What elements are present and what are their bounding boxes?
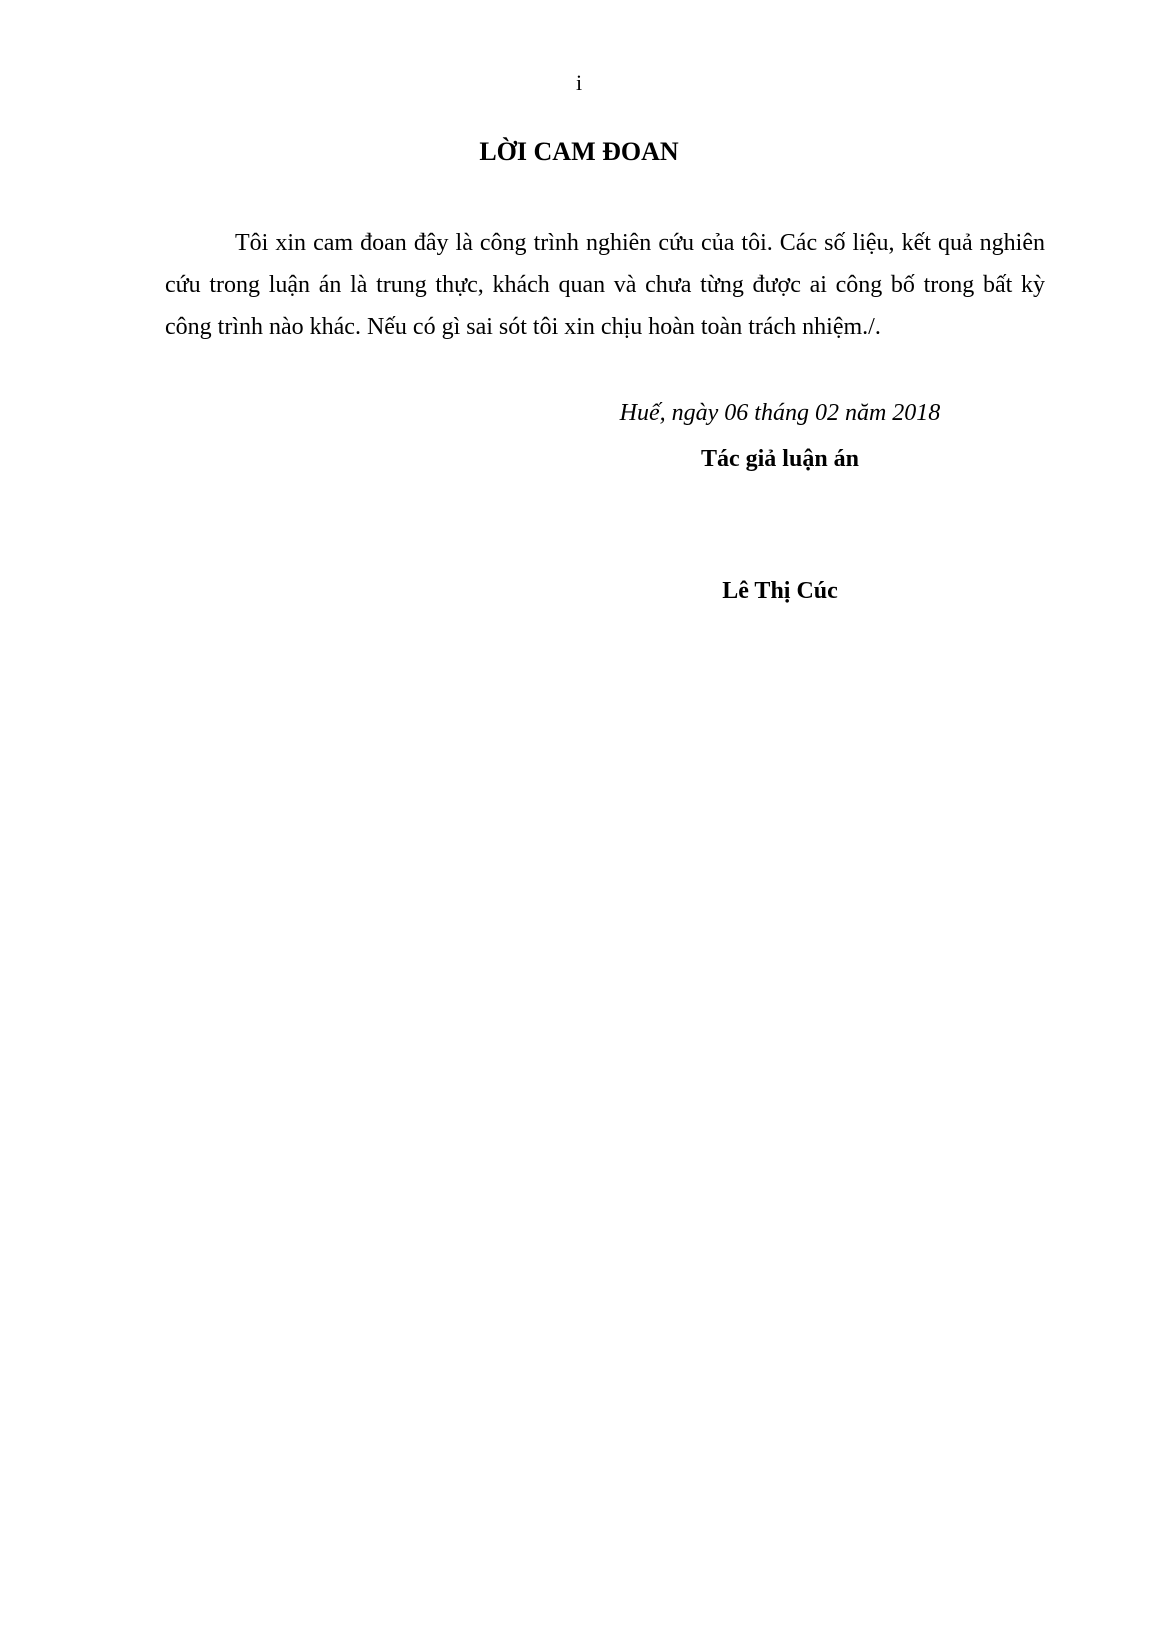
page-title: LỜI CAM ĐOAN xyxy=(479,137,679,166)
signature-role: Tác giả luận án xyxy=(700,446,860,472)
signature-name: Lê Thị Cúc xyxy=(722,578,838,604)
declaration-paragraph: Tôi xin cam đoan đây là công trình nghiên cứu của tôi. Các số liệu, kết quả nghiên cứu trong luận án là trung thực, khách quan và chưa từng được ai công bố trong bất kỳ công trình nào khác. Nếu có gì sai sót tôi xin chịu hoàn toàn trách nhiệm./. xyxy=(165,230,1045,340)
page-number: i xyxy=(575,70,583,95)
signature-block xyxy=(580,398,980,606)
signature-date: Huế, ngày 06 tháng 02 năm 2018 xyxy=(619,400,941,426)
